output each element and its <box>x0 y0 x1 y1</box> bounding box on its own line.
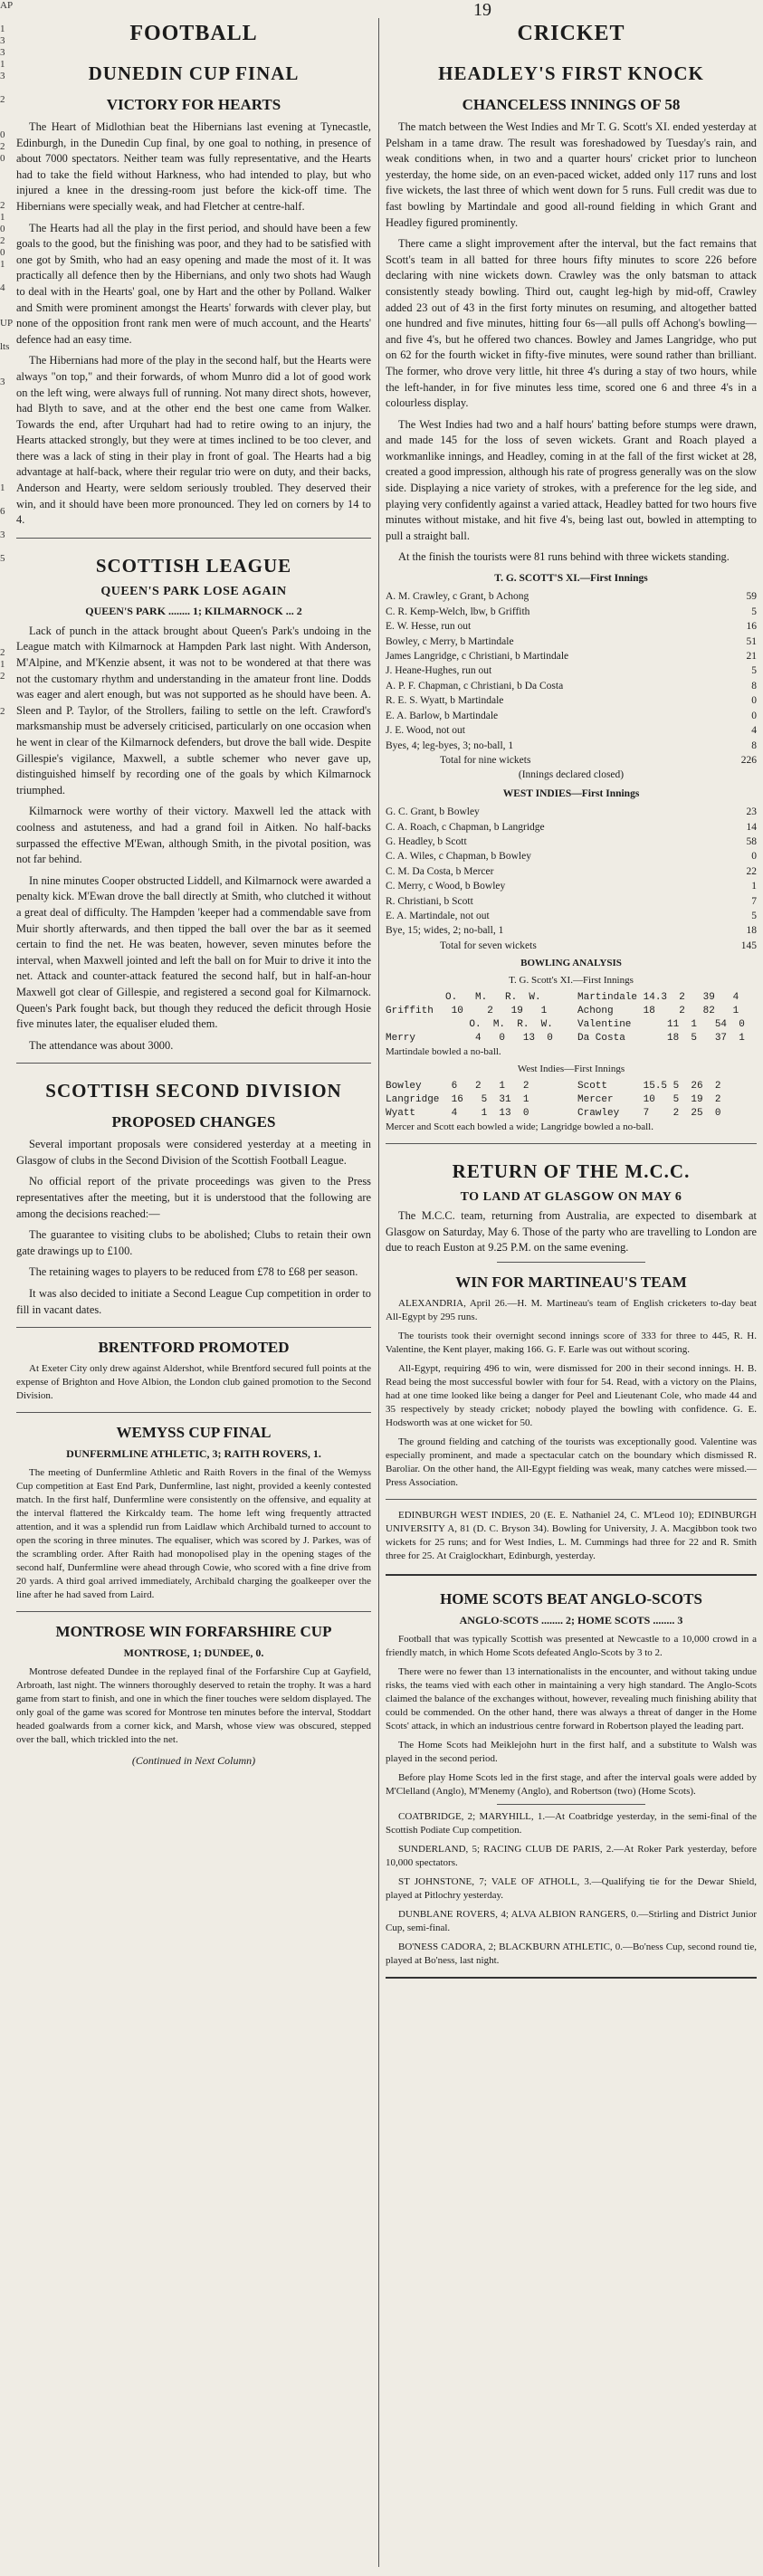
batsman: Bye, 15; wides, 2; no-ball, 1 <box>386 925 504 937</box>
divider <box>497 1262 645 1263</box>
paragraph: The attendance was about 3000. <box>29 1038 174 1052</box>
scorecard-row <box>386 605 757 619</box>
runs: 0 <box>751 695 757 707</box>
match-result: QUEEN'S PARK ........ 1; KILMARNOCK ... 2 <box>85 604 302 617</box>
paragraph: There came a slight improvement after the interval, but the fact remains that Scott's team in all batted for three hours fifty minutes to score 226 before declaring with nine wickets down. Crawley was the only batsman to attack consistently steady bowling. Third out, caught leg-high by mid-off, Crawley added 23 out of 43 in the first forty minutes on resuming, and altogether batted one hundred and five minutes, hitting four 6s—all pulls off Achong's bowling—and five 4's, but he offered two chances. Bowley and James Langridge, who put on 62 for the fourth wicket in fifty-five minutes, were sound rather than brilliant. The former, who drove very little, hit three 4's during a stay of two hours, while the left-hander, in for five minutes less time, scored one 6 and three 4's in a colourless display. <box>386 237 757 410</box>
scorecard-note: (Innings declared closed) <box>518 769 625 781</box>
gutter-fragment <box>0 447 14 459</box>
scorecard-row <box>386 923 757 938</box>
gutter-fragment <box>0 518 14 530</box>
runs: 1 <box>751 881 757 892</box>
scorecard-row <box>386 634 757 649</box>
gutter-fragment: 0 <box>0 153 5 164</box>
gutter-fragment: AP <box>0 0 14 11</box>
subhead: VICTORY FOR HEARTS <box>106 96 281 113</box>
scorecard-row <box>386 820 757 835</box>
paragraph: The Hearts had all the play in the first period, and should have been a few goals to the good, but the finishing was poor, and they had to be satisfied with one got by Smith, who had an easy opening and made the most of it. It was practically all defence then by the Hibernians, and only two shots had Waugh to deal with in the Hearts' goal, one by Hart and the other by Polland. Walker and Smith were prominent amongst the Hearts' forwards with clever play, but none of the opposition front rank men were of much account, and the Hearts' defence had an easy time. <box>16 221 371 346</box>
article-body <box>386 1297 757 1490</box>
batsman: C. M. Da Costa, b Mercer <box>386 865 494 877</box>
gutter-fragment <box>0 577 14 588</box>
gutter-fragment: 2 <box>0 706 5 717</box>
gutter-fragment <box>0 329 14 341</box>
runs: 8 <box>751 680 757 692</box>
brief-results <box>386 1810 757 1968</box>
gutter-fragment <box>0 635 14 647</box>
continued-note: (Continued in Next Column) <box>131 1754 256 1768</box>
gutter-fragment <box>0 400 14 412</box>
runs: 14 <box>746 821 757 833</box>
paragraph: Kilmarnock were worthy of their victory. Maxwell led the attack with coolness and astuteness, and had a grand foil in Aitken. No half-backs surpassed the effective M'Ewan, although Smith, in the pivotal position, was not far behind. <box>16 805 371 866</box>
gutter-fragment: 2 <box>0 671 5 682</box>
paragraph: The tourists took their overnight second innings score of 333 for three to 445, R. H. Valentine, the Kent player, making 166. G. F. Earle was out without scoring. <box>386 1330 757 1355</box>
bowling-line: O. M. R. W. <box>386 992 541 1004</box>
batsman: Byes, 4; leg-byes, 3; no-ball, 1 <box>386 739 514 751</box>
bowling-line: Da Costa 18 5 37 1 <box>577 1033 745 1045</box>
bowling-line: Mercer 10 5 19 2 <box>577 1094 721 1106</box>
headline: HEADLEY'S FIRST KNOCK <box>438 62 704 84</box>
gutter-fragment: 1 <box>0 212 5 223</box>
runs: 16 <box>746 621 757 633</box>
scorecard-row <box>386 619 757 634</box>
headline: DUNEDIN CUP FINAL <box>88 62 300 84</box>
batsman: A. M. Crawley, c Grant, b Achong <box>386 591 529 603</box>
bowling-analysis <box>386 957 757 1134</box>
paragraph: At Exeter City only drew against Aldershot, while Brentford secured full points at the expense of Brighton and Hove Albion, the London club gained promotion to the Second Division. <box>16 1363 371 1402</box>
gutter-fragment: 5 <box>0 553 5 564</box>
divider <box>16 1063 371 1064</box>
headline: RETURN OF THE M.C.C. <box>452 1160 691 1183</box>
article-second-division <box>16 1080 371 1318</box>
scorecard-row <box>386 879 757 893</box>
headline: WEMYSS CUP FINAL <box>116 1424 272 1442</box>
batsman: E. A. Martindale, not out <box>386 910 490 921</box>
gutter-fragment: 3 <box>0 530 5 540</box>
gutter-fragment: 1 <box>0 259 5 270</box>
scorecard-row <box>386 835 757 849</box>
paragraph: At the finish the tourists were 81 runs behind with three wickets standing. <box>398 550 730 564</box>
gutter-fragment: lts <box>0 341 10 352</box>
gutter-fragment: 1 <box>0 24 5 34</box>
batsman: J. Heane-Hughes, run out <box>386 665 492 677</box>
scorecard-west-indies <box>386 787 757 953</box>
gutter-fragment <box>0 494 14 506</box>
gutter-fragment <box>0 365 14 377</box>
headline: WIN FOR MARTINEAU'S TEAM <box>455 1273 687 1291</box>
gutter-fragment: 1 <box>0 59 5 70</box>
article-wemyss <box>16 1424 371 1602</box>
runs: 0 <box>751 851 757 863</box>
batsman: C. R. Kemp-Welch, lbw, b Griffith <box>386 606 530 617</box>
total-label: Total for seven wickets <box>440 940 537 951</box>
bowling-subtitle: T. G. Scott's XI.—First Innings <box>509 975 634 987</box>
article-headley <box>386 62 757 1134</box>
scorecard-row <box>386 849 757 863</box>
paragraph: No official report of the private proceedings was given to the Press representatives after the meeting, but it is understood that the following are among the decisions reached:— <box>16 1175 371 1220</box>
article-scottish-league <box>16 555 371 1054</box>
gutter-fragment <box>0 118 14 129</box>
subhead: PROPOSED CHANGES <box>111 1113 276 1131</box>
paragraph: Montrose defeated Dundee in the replayed final of the Forfarshire Cup at Gayfield, Arbroath, last night. The winners thoroughly deserved to retain the trophy. It was a hard game from start to finish, and one in which the finer touches were seldom displayed. The only goal of the game was scored for Montrose ten minutes before the interval, Stoddart headed goalwards from a corner kick, and Marsh, whose view was obscured, stepped over the ball, which trickled into the net. <box>16 1666 371 1746</box>
gutter-fragment: 0 <box>0 247 5 258</box>
runs: 18 <box>746 925 757 937</box>
gutter-fragment: 6 <box>0 506 5 517</box>
gutter-fragment <box>0 388 14 400</box>
gutter-fragment <box>0 306 14 318</box>
paragraph: The West Indies had two and a half hours' batting before stumps were drawn, and made 145 for the loss of seven wickets. Grant and Roach played a workmanlike innings, and Headley, coming in at the fall of the first wicket at 28, created a good impression, although his rate of progress generally was on the slow side. Displaying a nice variety of strokes, with a preference for the leg side, and playing very confidently against a varied attack, Headley batted for two hours five minutes without mistake, and hit five 4's, being last out, bowled in attempting to pull a straight ball. <box>386 417 757 542</box>
article-body <box>16 1362 371 1403</box>
gutter-fragment: 2 <box>0 200 5 211</box>
gutter-fragment: 4 <box>0 282 5 293</box>
paragraph: ST JOHNSTONE, 7; VALE OF ATHOLL, 3.—Qualifying tie for the Dewar Shield, played at Pitlochry yesterday. <box>386 1875 757 1901</box>
bowling-line: Achong 18 2 82 1 <box>577 1006 739 1017</box>
gutter-fragment <box>0 471 14 482</box>
bowling-line: Martindale 14.3 2 39 4 <box>577 992 739 1004</box>
article-body <box>16 624 371 1054</box>
total-value: 226 <box>740 754 757 766</box>
bowling-line: Langridge 16 5 31 1 <box>386 1094 529 1106</box>
divider <box>16 1327 371 1328</box>
article-brentford <box>16 1339 371 1403</box>
paragraph: ALEXANDRIA, April 26.—H. M. Martineau's team of English cricketers to-day beat All-Egypt by 295 runs. <box>386 1297 757 1322</box>
gutter-fragment <box>0 12 14 24</box>
batsman: G. Headley, b Scott <box>386 835 467 847</box>
scorecard-total <box>386 939 757 953</box>
gutter-fragment: UP <box>0 318 14 329</box>
batsman: C. A. Roach, c Chapman, b Langridge <box>386 821 545 833</box>
scorecard-row <box>386 679 757 693</box>
paragraph: BO'NESS CADORA, 2; BLACKBURN ATHLETIC, 0.—Bo'ness Cup, second round tie, played at Bo'ness, last night. <box>386 1941 757 1966</box>
gutter-fragment <box>0 165 14 177</box>
scorecard-row <box>386 709 757 723</box>
gutter-fragments <box>0 0 14 718</box>
gutter-fragment: 2 <box>0 94 5 105</box>
article-mcc <box>386 1160 757 1256</box>
article-body <box>386 119 757 566</box>
page-number: 19 <box>473 0 491 20</box>
paragraph: The retaining wages to players to be reduced from £78 to £68 per season. <box>29 1265 358 1279</box>
gutter-fragment <box>0 682 14 694</box>
edinburgh-result: EDINBURGH WEST INDIES, 20 (E. E. Nathaniel 24, C. M'Leod 10); EDINBURGH UNIVERSITY A, 81 (D. C. Bryson 34). Bowling for University, J. A. Macgibbon took two wickets for 25 runs; and for West Indies, L. M. Cummings had three for 22 and R. Smith three for 25. At Craiglockhart, Edinburgh, yesterday. <box>386 1509 757 1561</box>
paragraph: The ground fielding and catching of the tourists was exceptionally good. Valentine was especially prominent, and made a spectacular catch on the boundary which dismissed R. Baroliar. On the other hand, the All-Egypt fielding was weak, many catches were missed.—Press Association. <box>386 1436 757 1488</box>
gutter-fragment <box>0 565 14 577</box>
headline: SCOTTISH SECOND DIVISION <box>45 1080 342 1102</box>
batsman: James Langridge, c Christiani, b Martindale <box>386 651 569 663</box>
article-body <box>16 119 371 529</box>
batsman: E. A. Barlow, b Martindale <box>386 710 499 721</box>
batsman: R. E. S. Wyatt, b Martindale <box>386 695 504 707</box>
gutter-fragment <box>0 271 14 282</box>
gutter-fragment <box>0 624 14 635</box>
runs: 8 <box>751 739 757 751</box>
headline: HOME SCOTS BEAT ANGLO-SCOTS <box>440 1589 702 1608</box>
total-value: 145 <box>740 940 757 951</box>
runs: 0 <box>751 710 757 721</box>
paragraph: There were no fewer than 13 internationalists in the encounter, and without taking undue risks, the teams vied with each other in maintaining a very high standard. The Anglo-Scots claimed the balance of the exchanges without, however, revealing much finishing ability that could be commended. On the other hand, there was always a threat of danger in the Home Scots' attack, in which an industrious centre forward in Robertson played the leading part. <box>386 1665 757 1732</box>
bowling-line: O. M. R. W. <box>386 1019 553 1031</box>
gutter-fragment: 0 <box>0 129 5 140</box>
batsman: A. P. F. Chapman, c Christiani, b Da Costa <box>386 680 564 692</box>
runs: 21 <box>746 651 757 663</box>
bowling-note: Martindale bowled a no-ball. <box>386 1046 501 1058</box>
subhead: CHANCELESS INNINGS OF 58 <box>462 96 681 113</box>
football-column <box>16 18 371 2567</box>
gutter-fragment: 3 <box>0 71 5 81</box>
article-body <box>16 1137 371 1318</box>
gutter-fragment: 3 <box>0 35 5 46</box>
gutter-fragment <box>0 177 14 188</box>
batsman: J. E. Wood, not out <box>386 725 465 737</box>
paragraph: The Heart of Midlothian beat the Hibernians last evening at Tynecastle, Edinburgh, in the Dunedin Cup final, by one goal to nothing, in presence of about 7000 spectators. Neither team was fully representative, and the Hearts had to take the field without Harkness, who had intended to play, but who injured a knee in the dressing-room just before the kick-off time. The Hibernians were specially weak, and had Fletcher at centre-half. <box>16 120 371 213</box>
paragraph: It was also decided to initiate a Second League Cup competition in order to fill in vacant dates. <box>16 1287 371 1316</box>
scorecard-row <box>386 739 757 753</box>
scorecard-row <box>386 805 757 819</box>
gutter-fragment: 2 <box>0 141 5 152</box>
scorecard-row <box>386 589 757 604</box>
runs: 23 <box>746 806 757 818</box>
batsman: C. Merry, c Wood, b Bowley <box>386 881 506 892</box>
gutter-fragment <box>0 424 14 435</box>
runs: 59 <box>746 591 757 603</box>
gutter-fragment <box>0 294 14 306</box>
gutter-fragment <box>0 412 14 424</box>
divider <box>386 1143 757 1144</box>
bowling-line: Bowley 6 2 1 2 <box>386 1081 529 1092</box>
runs: 7 <box>751 895 757 907</box>
gutter-fragment: 2 <box>0 235 5 246</box>
runs: 5 <box>751 606 757 617</box>
article-home-scots <box>386 1574 757 1979</box>
divider <box>497 1804 645 1805</box>
paragraph: The M.C.C. team, returning from Australia, are expected to disembark at Glasgow on Saturday, May 6. Those of the party who are travelling to London are due to reach Euston at 9.25 P.M. on the same evening. <box>386 1209 757 1255</box>
headline: BRENTFORD PROMOTED <box>98 1339 290 1357</box>
bowling-line: Scott 15.5 5 26 2 <box>577 1081 721 1092</box>
batsman: Bowley, c Merry, b Martindale <box>386 635 514 647</box>
bowling-line: Crawley 7 2 25 0 <box>577 1108 721 1120</box>
paragraph: In nine minutes Cooper obstructed Liddell, and Kilmarnock were awarded a penalty kick. M'Ewan drove the ball directly at Smith, who clutched it without a great deal of difficulty. The Hampden 'keeper had a commendable save from Muir shortly afterwards, and then tipped the ball over the bar as it seemed certain to find the net. He was beaten, however, seven minutes before the interval, when Maxwell jointed and left the ball on for Muir to drive it into the net. Attack and counter-attack featured the second half, but in half-an-hour Maxwell got clear of Gillespie, and registered a second goal for Kilmarnock. Queen's Park fought back, but though they reduced the deficit through Hosie five minutes later, the equaliser eluded them. <box>16 873 371 1031</box>
batsman: C. A. Wiles, c Chapman, b Bowley <box>386 851 531 863</box>
gutter-fragment <box>0 694 14 706</box>
paragraph: SUNDERLAND, 5; RACING CLUB DE PARIS, 2.—At Roker Park yesterday, before 10,000 spectators. <box>386 1843 757 1868</box>
match-result: ANGLO-SCOTS ........ 2; HOME SCOTS ........ 3 <box>459 1613 683 1627</box>
bowling-subtitle: West Indies—First Innings <box>517 1064 625 1075</box>
gutter-fragment <box>0 106 14 118</box>
gutter-fragment: 3 <box>0 47 5 58</box>
subhead: TO LAND AT GLASGOW ON MAY 6 <box>460 1190 682 1205</box>
paragraph: Before play Home Scots led in the first stage, and after the interval goals were added by M'Clelland (Anglo), M'Menemy (Anglo), and Robertson (two) (Home Scots). <box>386 1771 757 1797</box>
subhead: QUEEN'S PARK LOSE AGAIN <box>100 584 287 598</box>
scorecard-total <box>386 753 757 768</box>
paragraph: The Hibernians had more of the play in the second half, but the Hearts were always "on top," and their forwards, of whom Munro did a lot of good work on the left wing, were always full of running. Not many direct shots, however, had Blyth to save, and at the other end the best one came from Walker. Towards the end, after Urquhart had had to retire owing to an injury, the Hearts attacked strongly, but they were at times inclined to be too clever, and there was a lack of sting in their play in front of goal. The Hearts had a big advantage at half-back, where their regular trio were on duty, and their backs, Anderson and Hearty, were seldom seriously troubled. They deserved their win, and it should have been more pronounced. They led on corners by 14 to 4. <box>16 354 371 527</box>
headline: MONTROSE WIN FORFARSHIRE CUP <box>55 1623 332 1641</box>
gutter-fragment: 0 <box>0 224 5 234</box>
paragraph: Lack of punch in the attack brought about Queen's Park's undoing in the League match with Kilmarnock at Hampden Park last night. With Anderson, M'Alpine, and M'Kenzie absent, it was not to be wondered at that there was not the customary rhythm and understanding in the amateur front line. Dodds was eager and alert enough, but was not supported as he should have been. A. Sleen and P. Taylor, of the Strollers, failing to settle on the left. Crawford's marksmanship must be adversely criticised, particularly on one occasion when he went in clear of the Kilmarnock defenders, but drove the ball wide. Despite Gillespie's vigilance, Maxwell, a subtle schemer who never gave up, distinguished himself by recording one of the goals by which Kilmarnock triumphed. <box>16 624 371 797</box>
scorecard-row <box>386 894 757 909</box>
total-label: Total for nine wickets <box>440 754 531 766</box>
column-divider <box>378 18 379 2567</box>
gutter-fragment <box>0 588 14 600</box>
runs: 5 <box>751 910 757 921</box>
paragraph: The meeting of Dunfermline Athletic and Raith Rovers in the final of the Wemyss Cup competition at East End Park, Dunfermline, last night, provided a keenly contested match. In the first half, Dunfermline were consistently on the offensive, and equality at the interval flattered the Kirkcaldy team. The home left wing frequently attracted attention, and it was a splendid run from Laidlaw which Archibald turned to account to open the scoring in three minutes. The equaliser, which was scored by J. Parkes, was of the scrambling order. After Raith had monopolised play in the opening stages of the second half, Dunfermline were ahead through Cowie, who scored with a fine drive from 20 yards. A third goal arrived immediately, Archibald charging the goalkeeper over the line after he had saved from Laird. <box>16 1467 371 1601</box>
runs: 22 <box>746 865 757 877</box>
article-body <box>386 1633 757 1798</box>
paragraph: The Home Scots had Meiklejohn hurt in the first half, and a substitute to Walsh was played in the second period. <box>386 1739 757 1764</box>
bowling-line: Wyatt 4 1 13 0 <box>386 1108 529 1120</box>
scorecard-title: WEST INDIES—First Innings <box>502 787 640 799</box>
article-dunedin-cup <box>16 62 371 529</box>
batsman: G. C. Grant, b Bowley <box>386 806 480 818</box>
scorecard-scott <box>386 571 757 783</box>
gutter-fragment: 3 <box>0 377 5 387</box>
section-title-cricket: CRICKET <box>517 22 625 45</box>
paragraph: The guarantee to visiting clubs to be abolished; Clubs to retain their own gate drawings up to £100. <box>16 1228 371 1257</box>
paragraph: The match between the West Indies and Mr T. G. Scott's XI. ended yesterday at Pelsham in a tame draw. The result was foreshadowed by Tuesday's rain, and weak conditions when, in two and a quarter hours' cricket prior to luncheon yesterday, the home side, on an even-paced wicket, added only 117 runs and lost five wickets, the last three of which went down for 5 runs. Full credit was due to fast bowling by Martindale and good all-round fielding in which Grant and Headley figured prominently. <box>386 120 757 229</box>
gutter-fragment: 2 <box>0 647 5 658</box>
cricket-column <box>386 18 757 2567</box>
gutter-fragment <box>0 600 14 612</box>
scorecard-row <box>386 864 757 879</box>
runs: 4 <box>751 725 757 737</box>
gutter-fragment: 1 <box>0 482 5 493</box>
article-body <box>16 1665 371 1747</box>
article-martineau <box>386 1274 757 1490</box>
divider <box>16 1412 371 1413</box>
divider <box>16 538 371 539</box>
bowling-line: Merry 4 0 13 0 <box>386 1033 553 1045</box>
runs: 58 <box>746 835 757 847</box>
match-result: MONTROSE, 1; DUNDEE, 0. <box>123 1646 264 1660</box>
runs: 51 <box>746 635 757 647</box>
scorecard-row <box>386 663 757 678</box>
bowling-line: Griffith 10 2 19 1 <box>386 1006 548 1017</box>
article-montrose <box>16 1623 371 1768</box>
scorecard-row <box>386 723 757 738</box>
gutter-fragment <box>0 612 14 624</box>
scorecard-title: T. G. SCOTT'S XI.—First Innings <box>494 573 648 585</box>
gutter-fragment: 1 <box>0 659 5 670</box>
gutter-fragment <box>0 82 14 94</box>
gutter-fragment <box>0 541 14 553</box>
headline: SCOTTISH LEAGUE <box>95 554 292 577</box>
gutter-fragment <box>0 435 14 447</box>
scorecard-row <box>386 693 757 708</box>
paragraph: Several important proposals were considered yesterday at a meeting in Glasgow of clubs in the Second Division of the Scottish Football League. <box>16 1138 371 1167</box>
divider <box>386 1499 757 1500</box>
gutter-fragment <box>0 459 14 471</box>
scorecard-row <box>386 649 757 663</box>
paragraph: All-Egypt, requiring 496 to win, were dismissed for 200 in their second innings. H. B. Read being the most successful bowler with four for 54. Read, with a victory on the Plains, had at one time looked like being a danger for Peel and Lieutenant Cole, who made 44 and 35 respectively by steady cricket; nobody played the bowling with confidence. G. E. Hodsworth was at one wicket for 50. <box>386 1362 757 1428</box>
batsman: E. W. Hesse, run out <box>386 621 472 633</box>
bowling-line: Valentine 11 1 54 0 <box>577 1019 745 1031</box>
bowling-title: BOWLING ANALYSIS <box>520 958 622 969</box>
match-result: DUNFERMLINE ATHLETIC, 3; RAITH ROVERS, 1. <box>66 1447 321 1461</box>
paragraph: Football that was typically Scottish was presented at Newcastle to a 10,000 crowd in a friendly match, in which Home Scots defeated Anglo-Scots by 3 to 2. <box>386 1633 757 1658</box>
runs: 5 <box>751 665 757 677</box>
article-body <box>16 1466 371 1602</box>
divider <box>16 1611 371 1612</box>
paragraph: COATBRIDGE, 2; MARYHILL, 1.—At Coatbridge yesterday, in the semi-final of the Scottish Podiate Cup competition. <box>386 1810 757 1836</box>
gutter-fragment <box>0 188 14 200</box>
paragraph: DUNBLANE ROVERS, 4; ALVA ALBION RANGERS, 0.—Stirling and District Junior Cup, semi-final. <box>386 1908 757 1933</box>
scorecard-row <box>386 909 757 923</box>
article-body <box>386 1208 757 1256</box>
gutter-fragment <box>0 353 14 365</box>
section-title-football: FOOTBALL <box>129 22 258 45</box>
batsman: R. Christiani, b Scott <box>386 895 473 907</box>
bowling-note: Mercer and Scott each bowled a wide; Langridge bowled a no-ball. <box>386 1121 653 1133</box>
